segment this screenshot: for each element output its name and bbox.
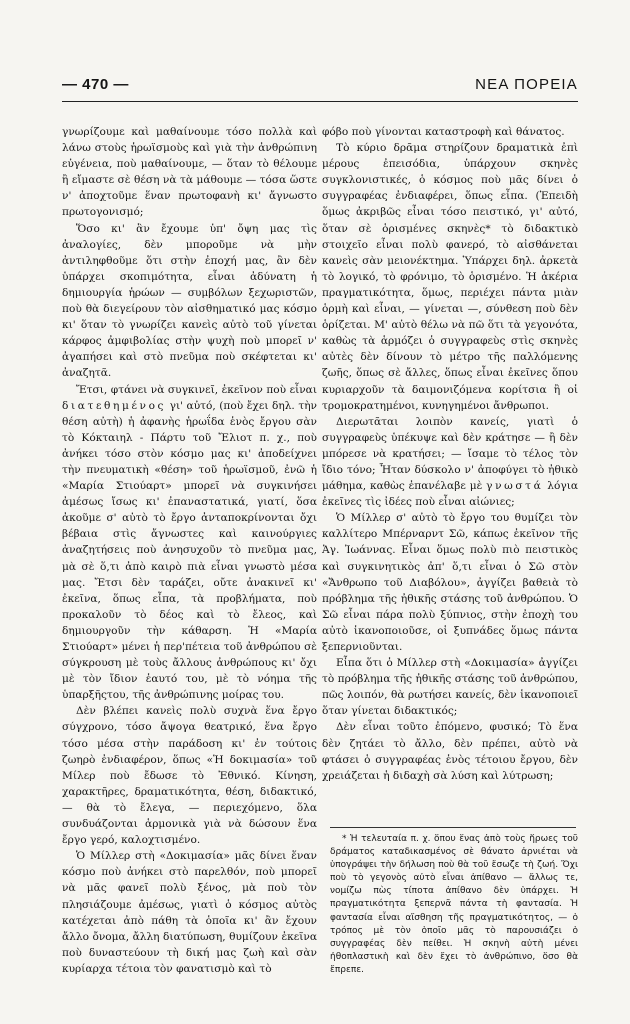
journal-title: ΝΕΑ ΠΟΡΕΙΑ — [475, 76, 578, 93]
footnote — [330, 833, 578, 977]
emphasis-spaced: γνωστά — [486, 480, 544, 493]
paragraph: Εἶπα ὅτι ὁ Μίλλερ στὴ «Δοκιμασία» ἀγγίζει τὸ πρόβλημα τῆς ἠθικῆς στάσης τοῦ ἀνθρώπου, πῶς λοιπόν, θὰ ρωτήσει κανείς, δὲν ἱκανοποιεῖ ὅταν γίνεται διδακτικός; — [322, 657, 578, 718]
text-run: Ἔτσι, φτάνει νὰ συγκινεῖ, ἐκεῖνον ποὺ εἶναι — [76, 383, 317, 396]
text-run: λόγια ἐκεῖνες τὶς ἰδέες ποὺ εἶναι αἰώνιες; — [322, 480, 579, 509]
right-column — [322, 124, 578, 784]
page-number: — 470 — — [62, 76, 129, 93]
left-column — [62, 124, 317, 977]
footnote-text: * Ἡ τελευταία π. χ. ὅπου ἕνας ἀπὸ τοὺς ἥρωες τοῦ δράματος καταδικασμένος σὲ θάνατο ἀρνιέται νὰ ὑπογράψει τὴν δήλωση ποὺ θὰ τοῦ ἔσωζε τὴ ζωή. Ὄχι ποὺ τὸ γεγονὸς αὐτὸ εἶναι ἀπίθανο — ἄλλως τε, νομίζω πὼς τίποτα ἀπίθανο δὲν ὑπάρχει. Ἡ πραγματικότητα ξεπερνᾶ πάντα τὴ φαντασία. Ἡ φαντασία εἶναι αἴσθηση τῆς πραγματικότητος, — ὁ τρόπος μὲ τὸν ὁποῖο μᾶς τὸ παρουσιάζει ὁ συγγραφέας δὲν πείθει. Ἡ σκηνὴ αὐτὴ μένει ἠθοπλαστικὴ καὶ δὲν ἔχει τὸ ἀνθρώπινο, ὅσο θὰ ἔπρεπε. — [330, 834, 578, 975]
paragraph: Ὅσο κι' ἂν ἔχουμε ὑπ' ὄψη μας τὶς ἀναλογίες, δὲν μποροῦμε νὰ μὴν ἀντιληφθοῦμε ὅτι στὴν ἐποχή μας, ἂν δὲν ὑπάρχει σκοπιμότητα, εἶναι ἀδύνατη ἡ δημιουργία ἡρώων — συμβόλων ξεχωριστῶν, ποὺ θὰ διεγείρουν τὸν αἰσθηματικό μας κόσμο κι' ὅταν τὸ γνωρίζει κανεὶς αὐτὸ τοῦ γίνεται κάρφος ἀμφιβολίας στὴν ψυχὴ ποὺ μπορεῖ ν' ἀγαπήσει καὶ στὸ πνεῦμα ποὺ σκέφτεται κι' ἀναζητᾶ. — [62, 222, 317, 380]
paragraph — [62, 382, 317, 704]
paragraph: Δὲν βλέπει κανεὶς πολὺ συχνὰ ἕνα ἔργο σύγχρονο, τόσο ἄψογα θεατρικό, ἕνα ἔργο τόσο μέσα στὴν παράδοση κι' ἐν τούτοις ζωηρὸ ἐνδιαφέρον, ὅπως «Ἡ δοκιμασία» τοῦ Μίλερ ποὺ ἔδωσε τὸ Ἐθνικό. Κίνηση, χαρακτῆρες, δραματικότητα, θέση, διδακτικό, — θὰ τὸ ἔλεγα, — περιεχόμενο, ὅλα συνδυάζονται ἁρμονικὰ γιὰ νὰ δώσουν ἕνα ἔργο γερό, καλοχτισμένο. — [62, 705, 317, 847]
header-rule — [62, 101, 578, 102]
paragraph: Ὁ Μίλλερ στὴ «Δοκιμασία» μᾶς δίνει ἕναν κόσμο ποὺ ἀνήκει στὸ παρελθόν, ποὺ μπορεῖ νὰ μᾶς φανεῖ πολὺ ξένος, μὰ ποὺ τὸν πλησιάζουμε ἀμέσως, γιατὶ ὁ κόσμος αὐτὸς κατέχεται ἀπὸ πάθη τὰ ὁποῖα κι' ἂν ἔχουν ἄλλο ὄνομα, ἄλλη διατύπωση, θυμίζουν ἐκεῖνα ποὺ δυναστεύουν τὴ δική μας ζωὴ καὶ σὰν κυρίαρχα τέτοια τὸν φανατισμὸ καὶ τὸ — [62, 850, 317, 975]
emphasis-spaced: διατεθημένος — [62, 399, 167, 412]
footnote-rule — [330, 827, 576, 828]
paragraph — [322, 414, 578, 511]
paragraph: γνωρίζουμε καὶ μαθαίνουμε τόσο πολλὰ καὶ λάνω στοὺς ἡρωϊσμοὺς καὶ γιὰ τὴν ἀνθρώπινη εὐγένεια, ποὺ μαθαίνουμε, — ὅταν τὸ θέλουμε ἢ εἴμαστε σὲ θέση νὰ τὰ μάθουμε — τόσα ὥστε ν' ἀποχτοῦμε ἕναν πρωτοφανὴ κι' ἄγνωστο πρωτογονισμό; — [62, 126, 317, 219]
paragraph: Τὸ κύριο δρᾶμα στηρίζουν δραματικὰ ἐπὶ μέρους ἐπεισόδια, ὑπάρχουν σκηνὲς συγκλονιστικές, ὁ κόσμος ποὺ μᾶς δίνει ὁ συγγραφέας ἐνδιαφέρει, ὅπως εἶπα. (Ἐπειδὴ ὅμως ἀκριβῶς εἶναι τόσο πειστικό, γι' αὐτό, ὅταν σὲ ὁρισμένες σκηνὲς* τὸ διδακτικὸ στοιχεῖο εἶναι πολὺ φανερό, τὸ αἰσθάνεται κανεὶς σὰν μειονέκτημα. Ὑπάρχει δηλ. ἀρκετὰ τὸ λογικό, τὸ φρόνιμο, τὸ ὁρισμένο. Ἡ ἀκέρια πραγματικότητα, ὅμως, περιέχει πάντα μιὰν ὁρμὴ καὶ εἶναι, — γίνεται —, σύνθεση ποὺ δὲν ὁρίζεται. Μ' αὐτὸ θέλω νὰ πῶ ὅτι τὰ γεγονότα, καθὼς τὰ ἁρμόζει ὁ συγγραφεὺς στὶς σκηνὲς αὐτὲς δὲν δίνουν τὸ μέτρο τῆς παλλόμενης ζωῆς, ὅπως σὲ ἄλλες, ὅπως εἶναι ἐκεῖνες ὅπου κυριαρχοῦν τὰ δαιμονιζόμενα κορίτσια ἢ οἱ τρομοκρατημένοι, κυνηγημένοι ἄνθρωποι. — [322, 142, 578, 412]
paragraph: φόβο ποὺ γίνονται καταστροφὴ καὶ θάνατος. — [322, 126, 565, 138]
text-run: γι' αὐτό, (ποὺ ἔχει δηλ. τὴν θέση αὐτὴ) ἡ ἀφανὴς ἡρωΐδα ἑνὸς ἔργου σὰν τὸ Κόκταιηλ - Πάρτυ τοῦ Ἔλιοτ π. χ., ποὺ ἀνήκει τόσο στὸν κόσμο μας κι' ἀποδείχνει τὴν πνευματικὴ «θέση» τοῦ ἡρωϊσμοῦ, ἐνῶ ἡ «Μαρία Στιούαρτ» μπορεῖ νὰ συγκινήσει ἀμέσως ἴσως κι' ἐπαναστατικά, γιατί, ὅσα ἀκοῦμε σ' αὐτὸ τὸ ἔργο ἀνταποκρίνονται ὄχι βέβαια στὶς ἄγνωστες καὶ καινούργιες ἀναζητήσεις ποὺ ἀνησυχοῦν τὸ πνεῦμα μας, μὰ σὲ ὅ,τι ἀπὸ καιρὸ πιὰ εἶναι γνωστὸ μέσα μας. Ἔτσι δὲν ταράζει, οὔτε ἀνακινεῖ κι' ἐκεῖνα, ὅπως εἶπα, τὰ προβλήματα, ποὺ προκαλοῦν τὸ δέος καὶ τὸ ἔλεος, καὶ δημιουργοῦν τὴν κάθαρση. Ἡ «Μαρία Στιούαρτ» μένει ἡ περ'πέτεια τοῦ ἀνθρώπου σὲ σύγκρουση μὲ τοὺς ἄλλους ἀνθρώπους κι' ὄχι μὲ τὸν ἴδιον ἑαυτό του, μὲ τὸ νόημα τῆς ὑπαρξῆςτου, τῆς ἀνθρώπινης μοίρας του. — [62, 399, 317, 702]
text-run: Διερωτᾶται λοιπὸν κανείς, γιατὶ ὁ συγγραφεὺς ὑπέκυψε καὶ δὲν κράτησε — ἢ δὲν μπόρεσε νὰ κρατήσει; — ἴσαμε τὸ τέλος τὸν ἴδιο τόνο; Ἦταν δύσκολο ν' ἀποφύγει τὸ ἠθικὸ μάθημα, καθὼς ἐπανέλαβε μὲ — [322, 415, 578, 493]
paragraph: Δὲν εἶναι τοῦτο ἐπόμενο, φυσικό; Τὸ ἕνα δὲν ζητάει τὸ ἄλλο, δὲν πρέπει, αὐτὸ νὰ φτάσει ὁ συγγραφέας ἑνὸς τέτοιου ἔργου, δὲν χρειάζεται ἡ διδαχὴ σὰ λύση καὶ λύτρωση; — [322, 721, 578, 782]
page-header — [62, 76, 578, 98]
paragraph: Ὁ Μίλλερ σ' αὐτὸ τὸ ἔργο του θυμίζει τὸν καλλίτερο Μπέρναρντ Σῶ, κάπως ἐκεῖνον τῆς Ἁγ. Ἰωάννας. Εἶναι ὅμως πολὺ πιὸ πειστικὸς καὶ συγκινητικὸς ἀπ' ὅ,τι εἶναι ὁ Σῶ στὸν «Ἄνθρωπο τοῦ Διαβόλου», ἀγγίζει βαθειὰ τὸ πρόβλημα τῆς ἠθικῆς στάσης τοῦ ἀνθρώπου. Ὁ Σῶ εἶναι πάρα πολὺ ξύπνιος, στὴν ἐποχὴ του αὐτὸ ἱκανοποιοῦσε, οἱ ξυπνάδες ὅμως πάντα ξεπερνιοῦνται. — [322, 512, 578, 653]
